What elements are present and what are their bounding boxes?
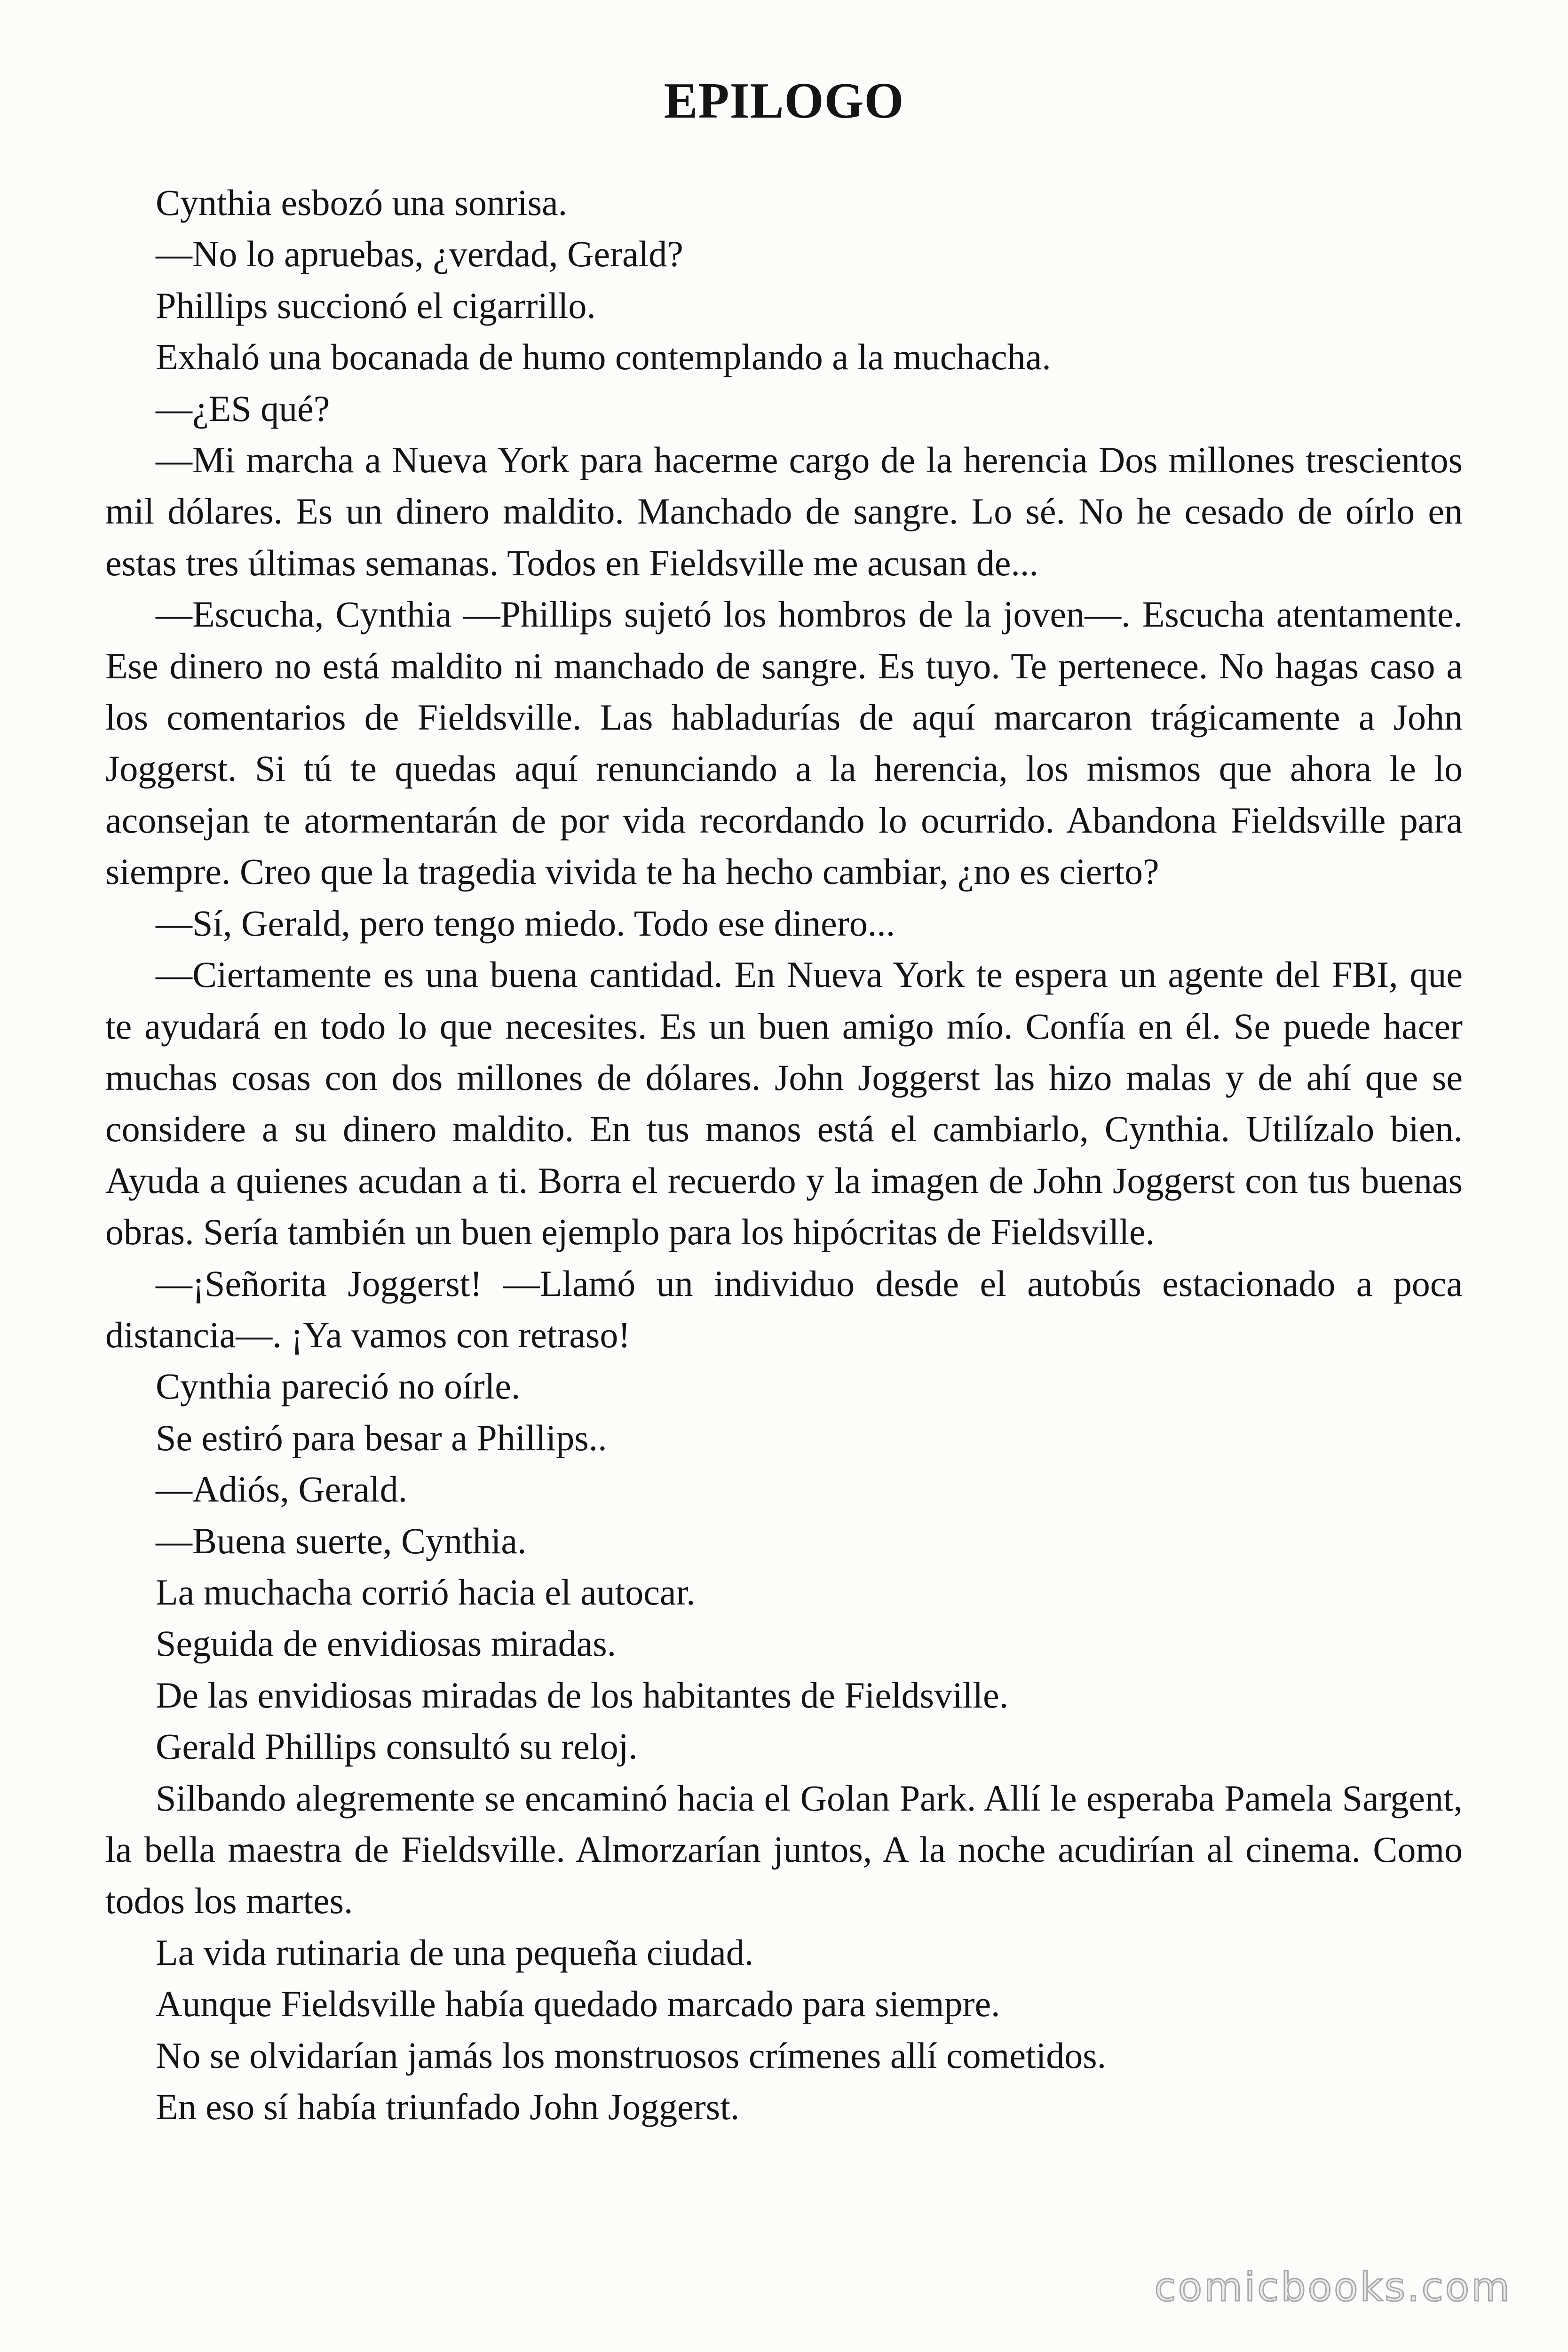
document-page	[105, 0, 1463, 2132]
paragraph: —Ciertamente es una buena cantidad. En Nueva York te espera un agente del FBI, que te ayudará en todo lo que necesites. Es un buen amigo mío. Confía en él. Se puede hacer muchas cosas con dos millones de dólares. John Joggerst las hizo malas y de ahí que se considere a su dinero maldito. En tus manos está el cambiarlo, Cynthia. Utilízalo bien. Ayuda a quienes acudan a ti. Borra el recuerdo y la imagen de John Joggerst con tus buenas obras. Sería también un buen ejemplo para los hipócritas de Fieldsville.	[105, 954, 1463, 1253]
paragraph: Cynthia pareció no oírle.	[156, 1366, 521, 1407]
paragraph: Se estiró para besar a Phillips..	[156, 1417, 607, 1458]
chapter-body	[105, 177, 1463, 2132]
paragraph: Seguida de envidiosas miradas.	[156, 1623, 617, 1664]
paragraph: De las envidiosas miradas de los habitantes de Fieldsville.	[156, 1674, 1009, 1716]
paragraph: Phillips succionó el cigarrillo.	[156, 285, 596, 326]
paragraph: —Mi marcha a Nueva York para hacerme cargo de la herencia Dos millones trescientos mil dólares. Es un dinero maldito. Manchado de sangre. Lo sé. No he cesado de oírlo en estas tres últimas semanas. Todos en Fieldsville me acusan de...	[105, 439, 1463, 583]
paragraph: —Buena suerte, Cynthia.	[156, 1520, 527, 1561]
paragraph: Gerald Phillips consultó su reloj.	[156, 1726, 638, 1767]
paragraph: Cynthia esbozó una sonrisa.	[156, 182, 568, 223]
paragraph: —Sí, Gerald, pero tengo miedo. Todo ese dinero...	[156, 902, 895, 944]
paragraph: Aunque Fieldsville había quedado marcado para siempre.	[156, 1983, 1000, 2025]
paragraph: —Adiós, Gerald.	[156, 1469, 408, 1510]
paragraph: No se olvidarían jamás los monstruosos crímenes allí cometidos.	[156, 2034, 1107, 2076]
paragraph: —No lo apruebas, ¿verdad, Gerald?	[156, 233, 683, 275]
paragraph: —¡Señorita Joggerst! —Llamó un individuo desde el autobús estacionado a poca distancia—. ¡Ya vamos con retraso!	[105, 1263, 1463, 1355]
paragraph: En eso sí había triunfado John Joggerst.	[156, 2086, 740, 2128]
paragraph: La muchacha corrió hacia el autocar.	[156, 1571, 696, 1613]
paragraph: Exhaló una bocanada de humo contemplando a la muchacha.	[156, 336, 1051, 378]
paragraph: —¿ES qué?	[156, 388, 330, 429]
paragraph: Silbando alegremente se encaminó hacia el Golan Park. Allí le esperaba Pamela Sargent, la bella maestra de Fieldsville. Almorzarían juntos, A la noche acudirían al cinema. Como todos los martes.	[105, 1777, 1463, 1922]
paragraph: La vida rutinaria de una pequeña ciudad.	[156, 1931, 754, 1973]
watermark: comicbooks.com	[1154, 2264, 1512, 2310]
chapter-title: EPILOGO	[664, 73, 904, 129]
paragraph: —Escucha, Cynthia —Phillips sujetó los hombros de la joven—. Escucha atentamente. Ese dinero no está maldito ni manchado de sangre. Es tuyo. Te pertenece. No hagas caso a los comentarios de Fieldsville. Las habladurías de aquí marcaron trágicamente a John Joggerst. Si tú te quedas aquí renunciando a la herencia, los mismos que ahora le lo aconsejan te atormentarán de por vida recordando lo ocurrido. Abandona Fieldsville para siempre. Creo que la tragedia vivida te ha hecho cambiar, ¿no es cierto?	[105, 594, 1463, 892]
